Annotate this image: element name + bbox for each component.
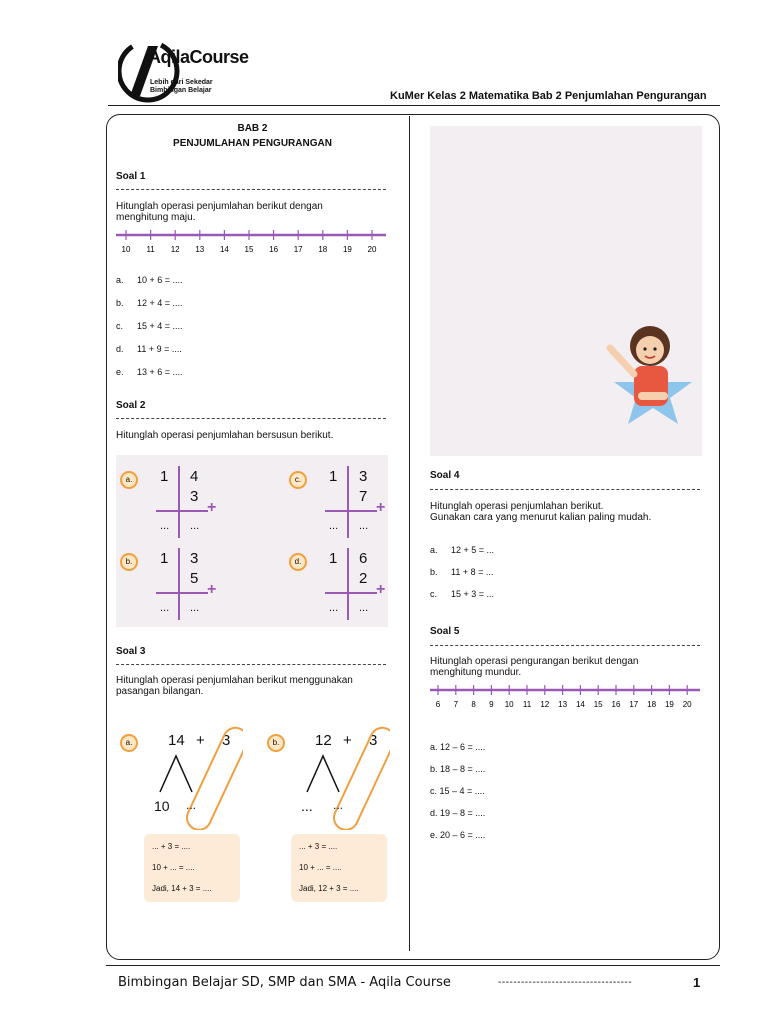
- soal4-rule: [430, 489, 700, 490]
- stacked-addition-card: [287, 466, 387, 546]
- card-label-circle: d.: [289, 553, 307, 571]
- page-number: 1: [693, 975, 701, 990]
- answer-ones: ...: [190, 602, 200, 614]
- soal1-item-label: a.: [116, 275, 124, 285]
- sum-line: [325, 510, 377, 512]
- soal4-item-label: b.: [430, 567, 438, 577]
- chapter-number: BAB 2: [237, 123, 268, 134]
- steps-box: [291, 834, 387, 902]
- ones-digit: 3: [359, 468, 368, 485]
- numberline-label: 18: [647, 700, 657, 709]
- sum-line: [156, 510, 208, 512]
- soal1-item-expr: 11 + 9 = ....: [137, 344, 182, 354]
- soal1-item-expr: 10 + 6 = ....: [137, 275, 183, 285]
- card-label-circle: b.: [267, 734, 285, 752]
- numberline-label: 9: [489, 700, 494, 709]
- step-line: 10 + ... = ....: [299, 863, 342, 872]
- soal4-item-expr: 11 + 8 = ...: [451, 567, 494, 577]
- soal3-instruction: Hitunglah operasi penjumlahan berikut menggunakan pasangan bilangan.: [116, 675, 353, 697]
- numberline-label: 10: [504, 700, 514, 709]
- soal1-numberline: [116, 228, 388, 254]
- numberline-label: 19: [664, 700, 674, 709]
- girl-illustration-icon: [598, 318, 698, 430]
- addend-digit: 7: [359, 488, 368, 505]
- addend-digit: 5: [190, 570, 199, 587]
- step-line: Jadi, 14 + 3 = ....: [152, 884, 212, 893]
- soal5-item: e. 20 – 6 = ....: [430, 830, 486, 840]
- split-left: ...: [301, 798, 313, 814]
- soal5-item: d. 19 – 8 = ....: [430, 808, 486, 818]
- column-line: [178, 466, 180, 538]
- numberline-label: 13: [195, 245, 205, 254]
- numberline-label: 18: [318, 245, 328, 254]
- soal5-item: a. 12 – 6 = ....: [430, 742, 486, 752]
- plus-operator: +: [343, 732, 352, 749]
- card-label-circle: a.: [120, 734, 138, 752]
- ones-digit: 4: [190, 468, 199, 485]
- soal5-rule: [430, 645, 700, 646]
- second-addend: 3: [222, 732, 231, 749]
- addend-digit: 2: [359, 570, 368, 587]
- soal1-item-expr: 15 + 4 = ....: [137, 321, 183, 331]
- soal4-heading: Soal 4: [430, 470, 460, 481]
- stacked-addition-card: [287, 548, 387, 628]
- soal1-item-expr: 12 + 4 = ....: [137, 298, 183, 308]
- step-line: ... + 3 = ....: [152, 842, 191, 851]
- numberline-label: 14: [575, 700, 585, 709]
- column-line: [347, 548, 349, 620]
- soal1-rule: [116, 189, 386, 190]
- answer-ones: ...: [359, 520, 369, 532]
- step-line: Jadi, 12 + 3 = ....: [299, 884, 359, 893]
- first-addend: 12: [315, 732, 332, 749]
- column-divider: [409, 116, 410, 951]
- answer-ones: ...: [359, 602, 369, 614]
- bond-lines: [118, 720, 243, 830]
- answer-tens: ...: [160, 520, 170, 532]
- sum-line: [156, 592, 208, 594]
- soal1-item-label: c.: [116, 321, 124, 331]
- numberline-label: 10: [121, 245, 131, 254]
- second-addend: 3: [369, 732, 378, 749]
- soal1-item-label: e.: [116, 367, 124, 377]
- soal3-rule: [116, 664, 386, 665]
- soal1-instruction: Hitunglah operasi penjumlahan berikut dengan menghitung maju.: [116, 201, 323, 223]
- numberline-label: 16: [611, 700, 621, 709]
- split-left: 10: [154, 798, 170, 814]
- soal4-item-expr: 12 + 5 = ...: [451, 545, 495, 555]
- footer-text: Bimbingan Belajar SD, SMP dan SMA - Aqila Course: [118, 975, 451, 990]
- step-line: 10 + ... = ....: [152, 863, 195, 872]
- soal2-rule: [116, 418, 386, 419]
- header-rule: [108, 105, 720, 106]
- addend-digit: 3: [190, 488, 199, 505]
- number-bond-card: [118, 720, 243, 905]
- soal1-item-label: b.: [116, 298, 124, 308]
- soal2-heading: Soal 2: [116, 400, 146, 411]
- numberline-label: 13: [558, 700, 568, 709]
- numberline-label: 20: [367, 245, 377, 254]
- soal4-instruction: Hitunglah operasi penjumlahan berikut. Gunakan cara yang menurut kalian paling mudah.: [430, 501, 652, 523]
- numberline-label: 20: [682, 700, 692, 709]
- numberline-label: 7: [453, 700, 459, 709]
- numberline-label: 17: [293, 245, 303, 254]
- logo-name: AqilaCourse: [148, 47, 249, 67]
- numberline-label: 8: [471, 700, 476, 709]
- footer-rule: [106, 965, 720, 966]
- soal1-item-expr: 13 + 6 = ....: [137, 367, 183, 377]
- chapter-title: PENJUMLAHAN PENGURANGAN: [173, 138, 332, 149]
- answer-tens: ...: [329, 520, 339, 532]
- bond-lines: [265, 720, 390, 830]
- soal5-heading: Soal 5: [430, 626, 460, 637]
- plus-operator: +: [196, 732, 205, 749]
- ones-digit: 3: [190, 550, 199, 567]
- numberline-label: 6: [435, 700, 441, 709]
- tens-digit: 1: [329, 468, 338, 485]
- soal5-instruction: Hitunglah operasi pengurangan berikut dengan menghitung mundur.: [430, 656, 639, 678]
- sum-line: [325, 592, 377, 594]
- footer-dashes: -----------------------------------: [498, 977, 633, 988]
- card-label-circle: c.: [289, 471, 307, 489]
- stacked-addition-card: [118, 466, 218, 546]
- split-right: ...: [333, 798, 344, 812]
- step-line: ... + 3 = ....: [299, 842, 338, 851]
- soal4-item-label: a.: [430, 545, 438, 555]
- soal1-heading: Soal 1: [116, 171, 146, 182]
- steps-box: [144, 834, 240, 902]
- split-right: ...: [186, 798, 197, 812]
- numberline-label: 15: [244, 245, 254, 254]
- tens-digit: 1: [329, 550, 338, 567]
- numberline-label: 15: [593, 700, 603, 709]
- soal5-item: c. 15 – 4 = ....: [430, 786, 485, 796]
- answer-tens: ...: [160, 602, 170, 614]
- column-line: [178, 548, 180, 620]
- numberline-label: 19: [342, 245, 352, 254]
- answer-ones: ...: [190, 520, 200, 532]
- plus-sign: +: [376, 581, 386, 598]
- stacked-addition-card: [118, 548, 218, 628]
- soal5-numberline: [430, 683, 702, 709]
- number-bond-card: [265, 720, 390, 905]
- plus-sign: +: [207, 581, 217, 598]
- card-label-circle: a.: [120, 471, 138, 489]
- first-addend: 14: [168, 732, 185, 749]
- soal5-item: b. 18 – 8 = ....: [430, 764, 486, 774]
- plus-sign: +: [207, 499, 217, 516]
- soal4-item-label: c.: [430, 589, 438, 599]
- column-line: [347, 466, 349, 538]
- numberline-label: 14: [219, 245, 229, 254]
- numberline-label: 11: [146, 245, 155, 254]
- answer-tens: ...: [329, 602, 339, 614]
- logo-tagline: Lebih dari Sekedar Bimbingan Belajar: [150, 79, 213, 94]
- soal1-item-label: d.: [116, 344, 124, 354]
- plus-sign: +: [376, 499, 386, 516]
- card-label-circle: b.: [120, 553, 138, 571]
- soal3-heading: Soal 3: [116, 646, 146, 657]
- ones-digit: 6: [359, 550, 368, 567]
- numberline-label: 12: [540, 700, 550, 709]
- soal4-item-expr: 15 + 3 = ...: [451, 589, 495, 599]
- tens-digit: 1: [160, 468, 169, 485]
- numberline-label: 11: [522, 700, 532, 709]
- numberline-label: 12: [170, 245, 180, 254]
- numberline-label: 16: [269, 245, 279, 254]
- soal2-instruction: Hitunglah operasi penjumlahan bersusun berikut.: [116, 430, 334, 441]
- tens-digit: 1: [160, 550, 169, 567]
- header-title: KuMer Kelas 2 Matematika Bab 2 Penjumlahan Pengurangan: [390, 90, 707, 102]
- numberline-label: 17: [629, 700, 639, 709]
